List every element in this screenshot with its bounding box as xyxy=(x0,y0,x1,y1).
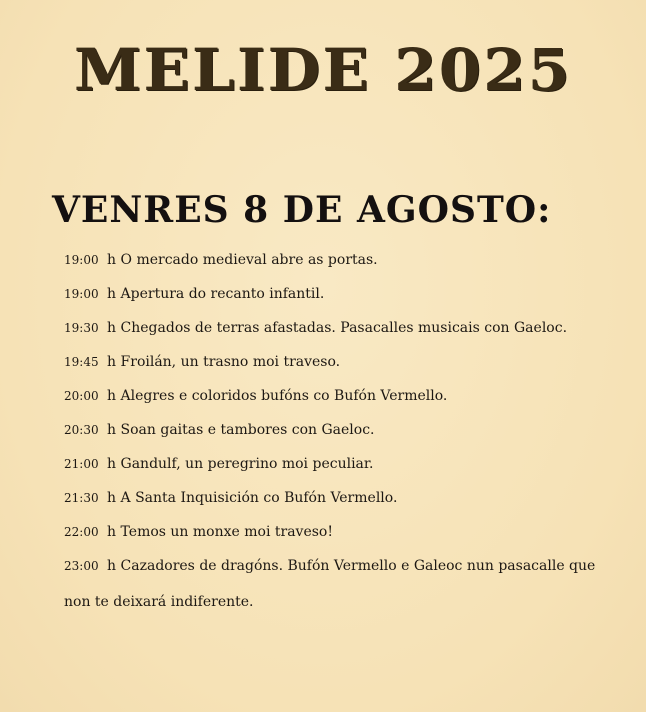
event-time: 20:30 xyxy=(64,423,99,437)
event-time-unit: h xyxy=(107,524,117,540)
event-time-unit: h xyxy=(107,422,117,438)
event-time-unit: h xyxy=(107,388,117,404)
event-time: 19:45 xyxy=(64,355,99,369)
event-time: 21:30 xyxy=(64,491,99,505)
event-time: 22:00 xyxy=(64,525,99,539)
list-item xyxy=(64,250,634,284)
list-item xyxy=(64,352,634,386)
event-text: Chegados de terras afastadas. Pasacalles musicais con Gaeloc. xyxy=(120,320,568,336)
event-time-unit: h xyxy=(107,286,117,302)
event-time-unit: h xyxy=(107,320,117,336)
list-item xyxy=(64,386,634,420)
event-text: Temos un monxe moi traveso! xyxy=(120,524,333,540)
list-item xyxy=(64,548,624,620)
event-time: 19:00 xyxy=(64,287,99,301)
event-time: 19:00 xyxy=(64,253,99,267)
event-time-unit: h xyxy=(107,456,117,472)
event-time-unit: h xyxy=(107,354,117,370)
event-text: Gandulf, un peregrino moi peculiar. xyxy=(120,456,374,472)
event-text: Froilán, un trasno moi traveso. xyxy=(120,354,341,370)
list-item xyxy=(64,454,634,488)
list-item xyxy=(64,318,634,352)
day-heading: VENRES 8 DE AGOSTO: xyxy=(52,189,552,231)
page-title: MELIDE 2025 xyxy=(73,36,573,104)
event-text: Alegres e coloridos bufóns co Bufón Vermello. xyxy=(120,388,448,404)
event-time: 19:30 xyxy=(64,321,99,335)
event-text: O mercado medieval abre as portas. xyxy=(120,252,378,268)
list-item xyxy=(64,284,634,318)
schedule-list xyxy=(64,250,634,620)
event-text: Apertura do recanto infantil. xyxy=(120,286,325,302)
event-text: Soan gaitas e tambores con Gaeloc. xyxy=(120,422,375,438)
event-text: A Santa Inquisición co Bufón Vermello. xyxy=(120,490,398,506)
event-time-unit: h xyxy=(107,558,117,574)
list-item xyxy=(64,488,634,522)
event-time: 20:00 xyxy=(64,389,99,403)
event-time: 23:00 xyxy=(64,559,99,573)
event-time-unit: h xyxy=(107,490,117,506)
list-item xyxy=(64,420,634,454)
event-time: 21:00 xyxy=(64,457,99,471)
event-text: Cazadores de dragóns. Bufón Vermello e Galeoc nun pasacalle que non te deixará indiferente. xyxy=(64,558,596,610)
event-time-unit: h xyxy=(107,252,117,268)
